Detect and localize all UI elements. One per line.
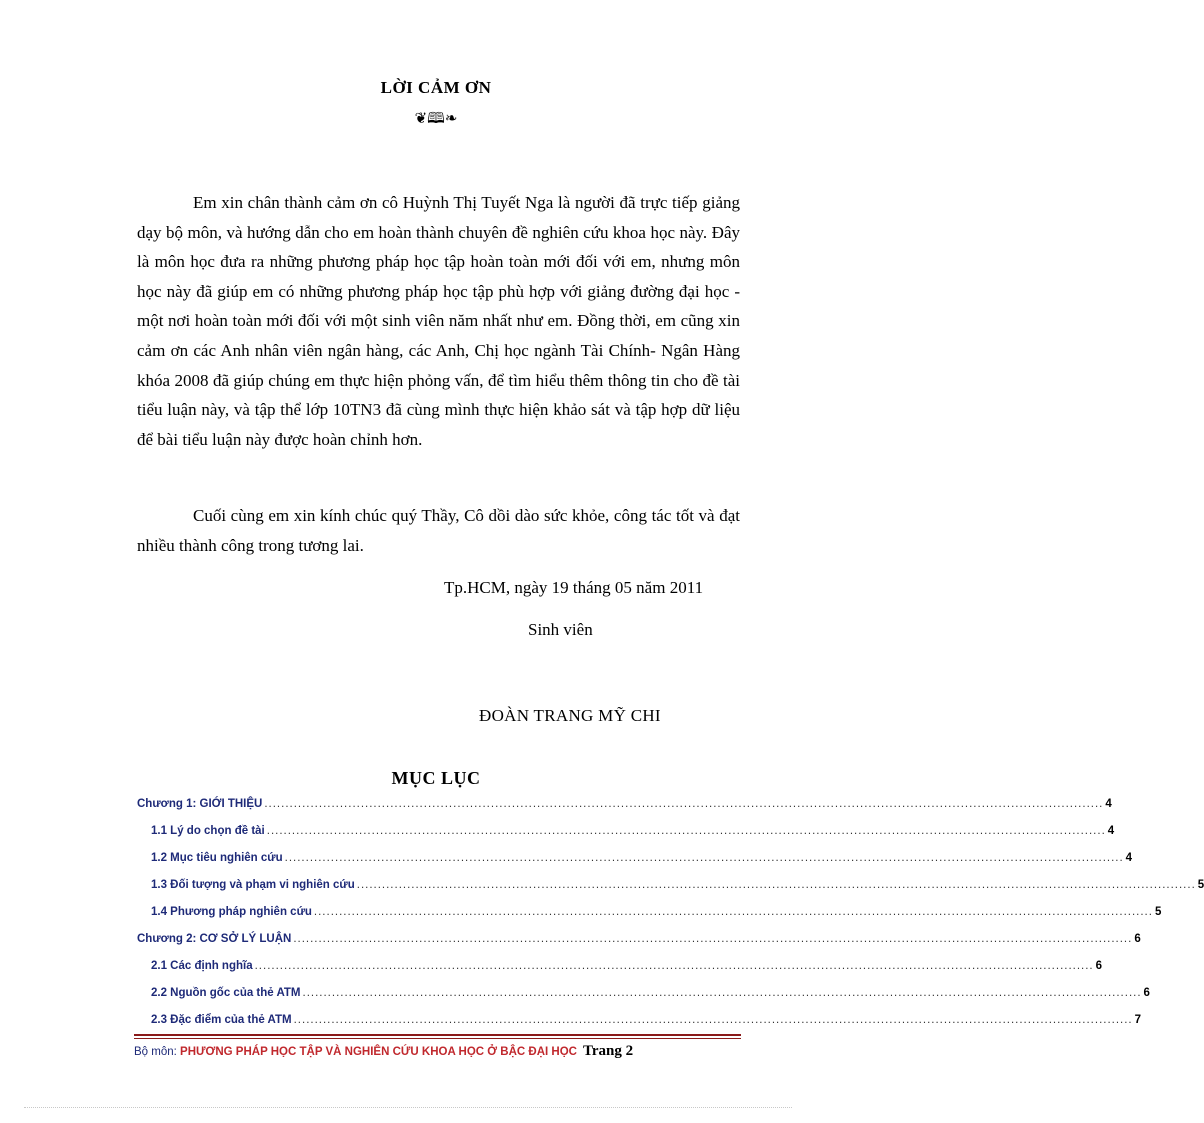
footer-prefix: Bộ môn: bbox=[134, 1046, 181, 1058]
toc-title: MỤC LỤC bbox=[391, 768, 481, 788]
signature-role: Sinh viên bbox=[528, 620, 593, 639]
footer-course-name: PHƯƠNG PHÁP HỌC TẬP VÀ NGHIÊN CỨU KHOA HỌC Ở BẬC ĐẠI HỌC bbox=[180, 1046, 577, 1058]
toc-entry[interactable] bbox=[151, 952, 1103, 972]
toc-entry-label: 1.4 Phương pháp nghiên cứu bbox=[151, 906, 312, 918]
toc-entry[interactable] bbox=[151, 898, 1162, 918]
toc-leader: ........................................................................................................................................................................................................ bbox=[356, 879, 1196, 891]
toc-leader: ........................................................................................................................................................................................................ bbox=[266, 825, 1106, 837]
acknowledgement-paragraph-2: Cuối cùng em xin kính chúc quý Thầy, Cô dồi dào sức khỏe, công tác tốt và đạt nhiều thành công trong tương lai. bbox=[137, 506, 740, 555]
page-edge-divider bbox=[24, 1107, 792, 1108]
toc-entry[interactable] bbox=[151, 817, 1115, 837]
toc-leader: ........................................................................................................................................................................................................ bbox=[293, 1014, 1133, 1026]
toc-entry[interactable] bbox=[151, 979, 1150, 999]
signature-place-date: Tp.HCM, ngày 19 tháng 05 năm 2011 bbox=[444, 578, 704, 597]
toc-leader: ........................................................................................................................................................................................................ bbox=[254, 960, 1094, 972]
toc-entry-label: 2.3 Đặc điểm của thẻ ATM bbox=[151, 1014, 292, 1026]
toc-entry[interactable] bbox=[137, 790, 1112, 810]
toc-entry-label: Chương 2: CƠ SỞ LÝ LUẬN bbox=[137, 933, 292, 945]
footer-page-number: Trang 2 bbox=[582, 1043, 634, 1059]
toc-entry[interactable] bbox=[137, 925, 1141, 945]
toc-entry[interactable] bbox=[151, 871, 1204, 891]
toc-entry-page: 4 bbox=[1107, 825, 1115, 837]
toc-entry-page: 5 bbox=[1154, 906, 1162, 918]
page-footer bbox=[134, 1043, 633, 1060]
toc-entry-page: 7 bbox=[1134, 1014, 1142, 1026]
toc-entry-page: 6 bbox=[1143, 987, 1150, 999]
toc-leader: ........................................................................................................................................................................................................ bbox=[264, 798, 1104, 810]
footer-rule-thick bbox=[134, 1034, 741, 1036]
toc-entry-page: 6 bbox=[1095, 960, 1103, 972]
toc-entry[interactable] bbox=[151, 844, 1133, 864]
toc-entry-label: 2.2 Nguồn gốc của thẻ ATM bbox=[151, 987, 301, 999]
toc-leader: ........................................................................................................................................................................................................ bbox=[302, 987, 1142, 999]
toc-entry-label: 2.1 Các định nghĩa bbox=[151, 960, 253, 972]
toc-entry-page: 5 bbox=[1197, 879, 1204, 891]
toc-entry-page: 4 bbox=[1105, 798, 1112, 810]
footer-rule-thin bbox=[134, 1038, 741, 1039]
toc-entry-label: 1.2 Mục tiêu nghiên cứu bbox=[151, 852, 283, 864]
acknowledgement-title: LỜI CẢM ƠN bbox=[380, 78, 492, 97]
toc-entry-label: Chương 1: GIỚI THIỆU bbox=[137, 798, 263, 810]
toc-leader: ........................................................................................................................................................................................................ bbox=[313, 906, 1153, 918]
toc-leader: ........................................................................................................................................................................................................ bbox=[293, 933, 1133, 945]
toc-leader: ........................................................................................................................................................................................................ bbox=[284, 852, 1124, 864]
signature-name: ĐOÀN TRANG MỸ CHI bbox=[479, 706, 661, 725]
toc-entry-label: 1.3 Đối tượng và phạm vi nghiên cứu bbox=[151, 879, 355, 891]
toc-entry-label: 1.1 Lý do chọn đề tài bbox=[151, 825, 265, 837]
toc-entry-page: 6 bbox=[1134, 933, 1141, 945]
acknowledgement-paragraph-1: Em xin chân thành cảm ơn cô Huỳnh Thị Tuyết Nga là người đã trực tiếp giảng dạy bộ môn, và hướng dẫn cho em hoàn thành chuyên đề nghiên cứu khoa học này. Đây là môn học đưa ra những phương pháp học tập hoàn toàn mới đối với em, nhưng môn học này đã giúp em có những phương pháp học tập phù hợp với giảng đường đại học - một nơi hoàn toàn mới đối với một sinh viên năm nhất như em. Đồng thời, em cũng xin cảm ơn các Anh nhân viên ngân hàng, các Anh, Chị học ngành Tài Chính- Ngân Hàng khóa 2008 đã giúp chúng em thực hiện phỏng vấn, để tìm hiểu thêm thông tin cho đề tài tiểu luận này, và tập thể lớp 10TN3 đã cùng mình thực hiện khảo sát và tập hợp dữ liệu để bài tiểu luận này được hoàn chỉnh hơn. bbox=[137, 193, 740, 449]
toc-entry[interactable] bbox=[151, 1006, 1142, 1026]
book-ornament-icon: ❦🕮❧ bbox=[414, 109, 458, 127]
toc-entry-page: 4 bbox=[1125, 852, 1133, 864]
